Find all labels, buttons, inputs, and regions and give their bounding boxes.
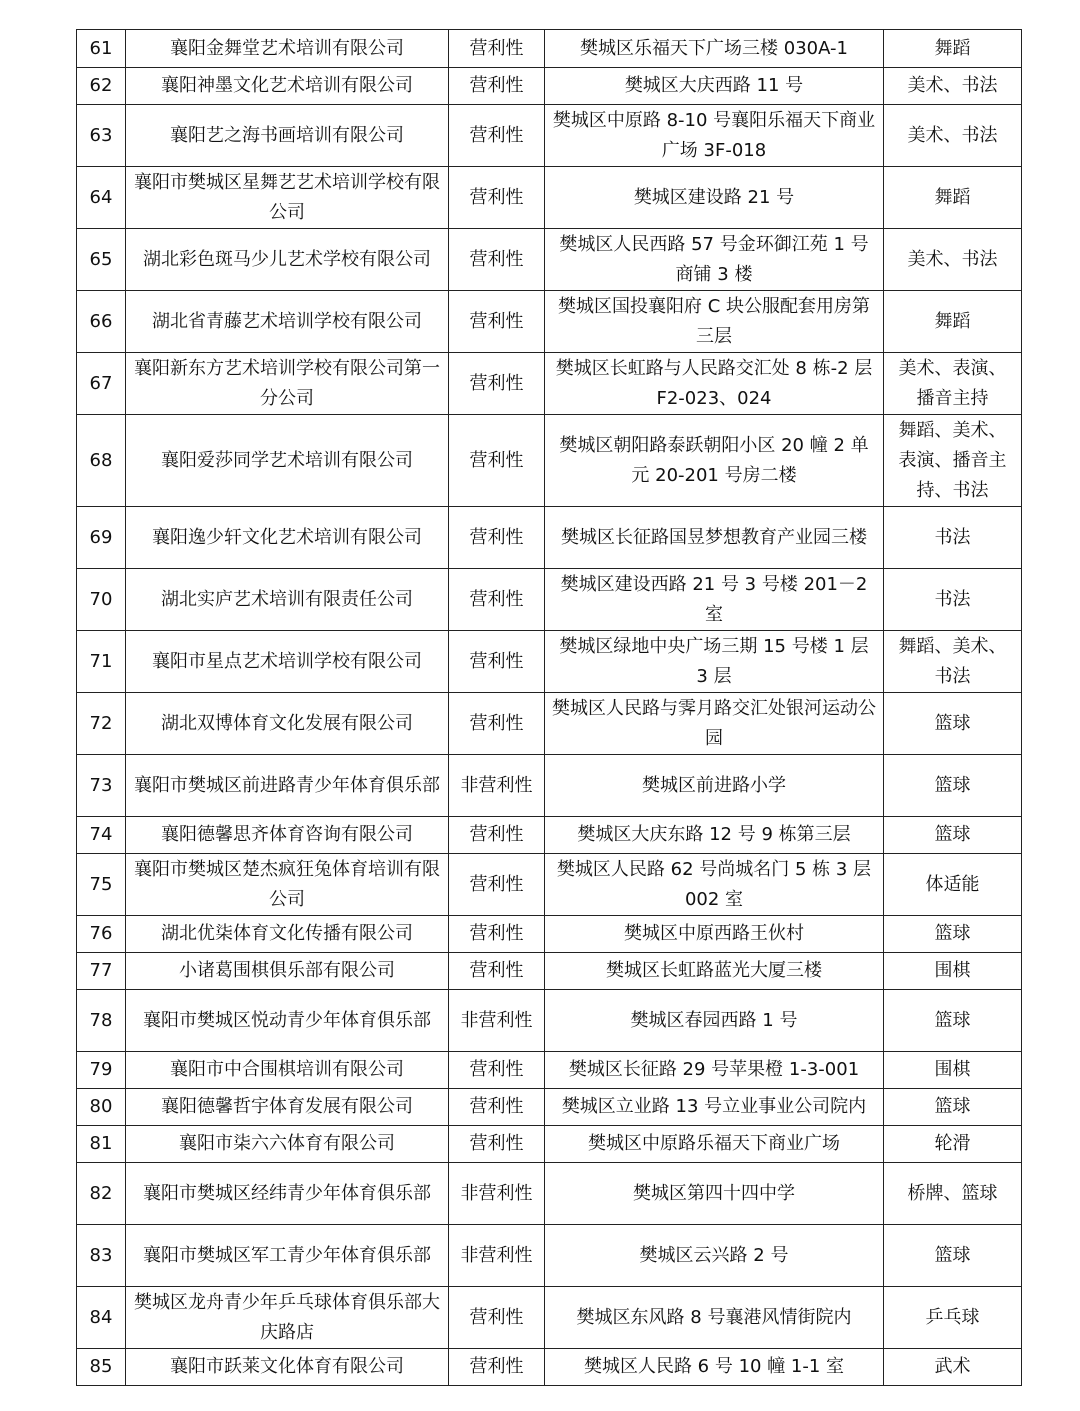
table-row (77, 916, 1022, 953)
table-row (77, 990, 1022, 1052)
category-cell: 美术、书法 (884, 68, 1022, 105)
table-row (77, 693, 1022, 755)
category-cell: 围棋 (884, 953, 1022, 990)
address-cell: 樊城区中原西路王伙村 (545, 916, 884, 953)
institution-name-cell: 湖北省青藤艺术培训学校有限公司 (126, 291, 449, 353)
category-cell: 舞蹈 (884, 167, 1022, 229)
row-number-cell: 79 (77, 1052, 126, 1089)
address-cell: 樊城区长征路 29 号苹果橙 1-3-001 (545, 1052, 884, 1089)
category-cell: 篮球 (884, 755, 1022, 817)
institution-type-cell: 营利性 (449, 1287, 545, 1349)
table-row (77, 953, 1022, 990)
row-number-cell: 65 (77, 229, 126, 291)
institution-type-cell: 营利性 (449, 353, 545, 415)
institution-name-cell: 湖北优柒体育文化传播有限公司 (126, 916, 449, 953)
institution-type-cell: 营利性 (449, 507, 545, 569)
category-cell: 舞蹈、美术、书法 (884, 631, 1022, 693)
table-row (77, 1052, 1022, 1089)
category-cell: 美术、书法 (884, 229, 1022, 291)
institution-name-cell: 襄阳市樊城区星舞艺艺术培训学校有限公司 (126, 167, 449, 229)
row-number-cell: 77 (77, 953, 126, 990)
institution-name-cell: 襄阳德馨哲宇体育发展有限公司 (126, 1089, 449, 1126)
address-cell: 樊城区乐福天下广场三楼 030A-1 (545, 30, 884, 68)
table-row (77, 507, 1022, 569)
institution-name-cell: 襄阳市樊城区楚杰疯狂兔体育培训有限公司 (126, 854, 449, 916)
institution-name-cell: 湖北实庐艺术培训有限责任公司 (126, 569, 449, 631)
institution-name-cell: 襄阳市星点艺术培训学校有限公司 (126, 631, 449, 693)
row-number-cell: 76 (77, 916, 126, 953)
category-cell: 围棋 (884, 1052, 1022, 1089)
institution-type-cell: 营利性 (449, 30, 545, 68)
table-row (77, 817, 1022, 854)
institution-name-cell: 襄阳逸少轩文化艺术培训有限公司 (126, 507, 449, 569)
address-cell: 樊城区中原路 8-10 号襄阳乐福天下商业广场 3F-018 (545, 105, 884, 167)
table-row (77, 1163, 1022, 1225)
address-cell: 樊城区立业路 13 号立业事业公司院内 (545, 1089, 884, 1126)
institution-name-cell: 襄阳市跃莱文化体育有限公司 (126, 1349, 449, 1386)
row-number-cell: 78 (77, 990, 126, 1052)
table-row (77, 569, 1022, 631)
institution-type-cell: 营利性 (449, 1126, 545, 1163)
table-row (77, 291, 1022, 353)
address-cell: 樊城区建设路 21 号 (545, 167, 884, 229)
table-row (77, 1126, 1022, 1163)
row-number-cell: 72 (77, 693, 126, 755)
row-number-cell: 80 (77, 1089, 126, 1126)
institution-type-cell: 营利性 (449, 569, 545, 631)
institution-type-cell: 营利性 (449, 1349, 545, 1386)
category-cell: 美术、表演、播音主持 (884, 353, 1022, 415)
institution-type-cell: 营利性 (449, 229, 545, 291)
category-cell: 篮球 (884, 916, 1022, 953)
institution-type-cell: 营利性 (449, 415, 545, 507)
institution-name-cell: 襄阳市柒六六体育有限公司 (126, 1126, 449, 1163)
category-cell: 篮球 (884, 693, 1022, 755)
institution-name-cell: 襄阳艺之海书画培训有限公司 (126, 105, 449, 167)
address-cell: 樊城区人民路与霁月路交汇处银河运动公园 (545, 693, 884, 755)
institution-name-cell: 襄阳德馨思齐体育咨询有限公司 (126, 817, 449, 854)
row-number-cell: 85 (77, 1349, 126, 1386)
table-body (77, 30, 1022, 1386)
institution-name-cell: 襄阳市樊城区前进路青少年体育俱乐部 (126, 755, 449, 817)
institution-name-cell: 襄阳市中合围棋培训有限公司 (126, 1052, 449, 1089)
table-row (77, 1089, 1022, 1126)
institution-type-cell: 营利性 (449, 916, 545, 953)
row-number-cell: 75 (77, 854, 126, 916)
institution-type-cell: 营利性 (449, 105, 545, 167)
row-number-cell: 71 (77, 631, 126, 693)
institution-type-cell: 营利性 (449, 291, 545, 353)
address-cell: 樊城区大庆西路 11 号 (545, 68, 884, 105)
address-cell: 樊城区春园西路 1 号 (545, 990, 884, 1052)
address-cell: 樊城区长虹路蓝光大厦三楼 (545, 953, 884, 990)
address-cell: 樊城区人民西路 57 号金环御江苑 1 号商铺 3 楼 (545, 229, 884, 291)
institution-name-cell: 襄阳市樊城区悦动青少年体育俱乐部 (126, 990, 449, 1052)
row-number-cell: 73 (77, 755, 126, 817)
table-row (77, 1287, 1022, 1349)
table-row (77, 415, 1022, 507)
table-row (77, 30, 1022, 68)
institution-type-cell: 营利性 (449, 68, 545, 105)
row-number-cell: 74 (77, 817, 126, 854)
row-number-cell: 83 (77, 1225, 126, 1287)
table-row (77, 1349, 1022, 1386)
row-number-cell: 69 (77, 507, 126, 569)
category-cell: 书法 (884, 569, 1022, 631)
address-cell: 樊城区国投襄阳府 C 块公服配套用房第三层 (545, 291, 884, 353)
category-cell: 舞蹈 (884, 30, 1022, 68)
category-cell: 篮球 (884, 817, 1022, 854)
institution-type-cell: 营利性 (449, 693, 545, 755)
address-cell: 樊城区长征路国昱梦想教育产业园三楼 (545, 507, 884, 569)
institution-name-cell: 襄阳金舞堂艺术培训有限公司 (126, 30, 449, 68)
institution-type-cell: 营利性 (449, 854, 545, 916)
row-number-cell: 66 (77, 291, 126, 353)
address-cell: 樊城区前进路小学 (545, 755, 884, 817)
category-cell: 武术 (884, 1349, 1022, 1386)
institution-name-cell: 小诸葛围棋俱乐部有限公司 (126, 953, 449, 990)
row-number-cell: 61 (77, 30, 126, 68)
institution-type-cell: 营利性 (449, 1089, 545, 1126)
row-number-cell: 70 (77, 569, 126, 631)
category-cell: 篮球 (884, 1225, 1022, 1287)
institution-type-cell: 非营利性 (449, 1163, 545, 1225)
institution-table (76, 29, 1022, 1386)
category-cell: 书法 (884, 507, 1022, 569)
institution-name-cell: 襄阳新东方艺术培训学校有限公司第一分公司 (126, 353, 449, 415)
institution-name-cell: 襄阳爱莎同学艺术培训有限公司 (126, 415, 449, 507)
row-number-cell: 64 (77, 167, 126, 229)
category-cell: 美术、书法 (884, 105, 1022, 167)
institution-name-cell: 湖北双博体育文化发展有限公司 (126, 693, 449, 755)
institution-type-cell: 营利性 (449, 953, 545, 990)
row-number-cell: 67 (77, 353, 126, 415)
table-row (77, 1225, 1022, 1287)
institution-name-cell: 湖北彩色斑马少儿艺术学校有限公司 (126, 229, 449, 291)
address-cell: 樊城区绿地中央广场三期 15 号楼 1 层 3 层 (545, 631, 884, 693)
table-row (77, 167, 1022, 229)
address-cell: 樊城区人民路 6 号 10 幢 1-1 室 (545, 1349, 884, 1386)
institution-name-cell: 樊城区龙舟青少年乒乓球体育俱乐部大庆路店 (126, 1287, 449, 1349)
institution-type-cell: 营利性 (449, 167, 545, 229)
address-cell: 樊城区中原路乐福天下商业广场 (545, 1126, 884, 1163)
table-row (77, 755, 1022, 817)
category-cell: 舞蹈、美术、表演、播音主持、书法 (884, 415, 1022, 507)
address-cell: 樊城区长虹路与人民路交汇处 8 栋-2 层 F2-023、024 (545, 353, 884, 415)
row-number-cell: 82 (77, 1163, 126, 1225)
row-number-cell: 84 (77, 1287, 126, 1349)
row-number-cell: 63 (77, 105, 126, 167)
address-cell: 樊城区云兴路 2 号 (545, 1225, 884, 1287)
category-cell: 舞蹈 (884, 291, 1022, 353)
institution-type-cell: 非营利性 (449, 990, 545, 1052)
category-cell: 篮球 (884, 1089, 1022, 1126)
institution-name-cell: 襄阳市樊城区经纬青少年体育俱乐部 (126, 1163, 449, 1225)
row-number-cell: 68 (77, 415, 126, 507)
category-cell: 体适能 (884, 854, 1022, 916)
address-cell: 樊城区大庆东路 12 号 9 栋第三层 (545, 817, 884, 854)
table-row (77, 631, 1022, 693)
table-row (77, 229, 1022, 291)
institution-name-cell: 襄阳市樊城区军工青少年体育俱乐部 (126, 1225, 449, 1287)
institution-name-cell: 襄阳神墨文化艺术培训有限公司 (126, 68, 449, 105)
category-cell: 轮滑 (884, 1126, 1022, 1163)
address-cell: 樊城区第四十四中学 (545, 1163, 884, 1225)
institution-type-cell: 营利性 (449, 817, 545, 854)
address-cell: 樊城区建设西路 21 号 3 号楼 201－2 室 (545, 569, 884, 631)
row-number-cell: 81 (77, 1126, 126, 1163)
address-cell: 樊城区朝阳路泰跃朝阳小区 20 幢 2 单元 20-201 号房二楼 (545, 415, 884, 507)
table-row (77, 105, 1022, 167)
address-cell: 樊城区东风路 8 号襄港风情街院内 (545, 1287, 884, 1349)
category-cell: 桥牌、篮球 (884, 1163, 1022, 1225)
institution-type-cell: 营利性 (449, 1052, 545, 1089)
category-cell: 篮球 (884, 990, 1022, 1052)
address-cell: 樊城区人民路 62 号尚城名门 5 栋 3 层 002 室 (545, 854, 884, 916)
row-number-cell: 62 (77, 68, 126, 105)
table-row (77, 854, 1022, 916)
institution-type-cell: 非营利性 (449, 1225, 545, 1287)
institution-type-cell: 营利性 (449, 631, 545, 693)
category-cell: 乒乓球 (884, 1287, 1022, 1349)
table-row (77, 68, 1022, 105)
table-row (77, 353, 1022, 415)
institution-type-cell: 非营利性 (449, 755, 545, 817)
